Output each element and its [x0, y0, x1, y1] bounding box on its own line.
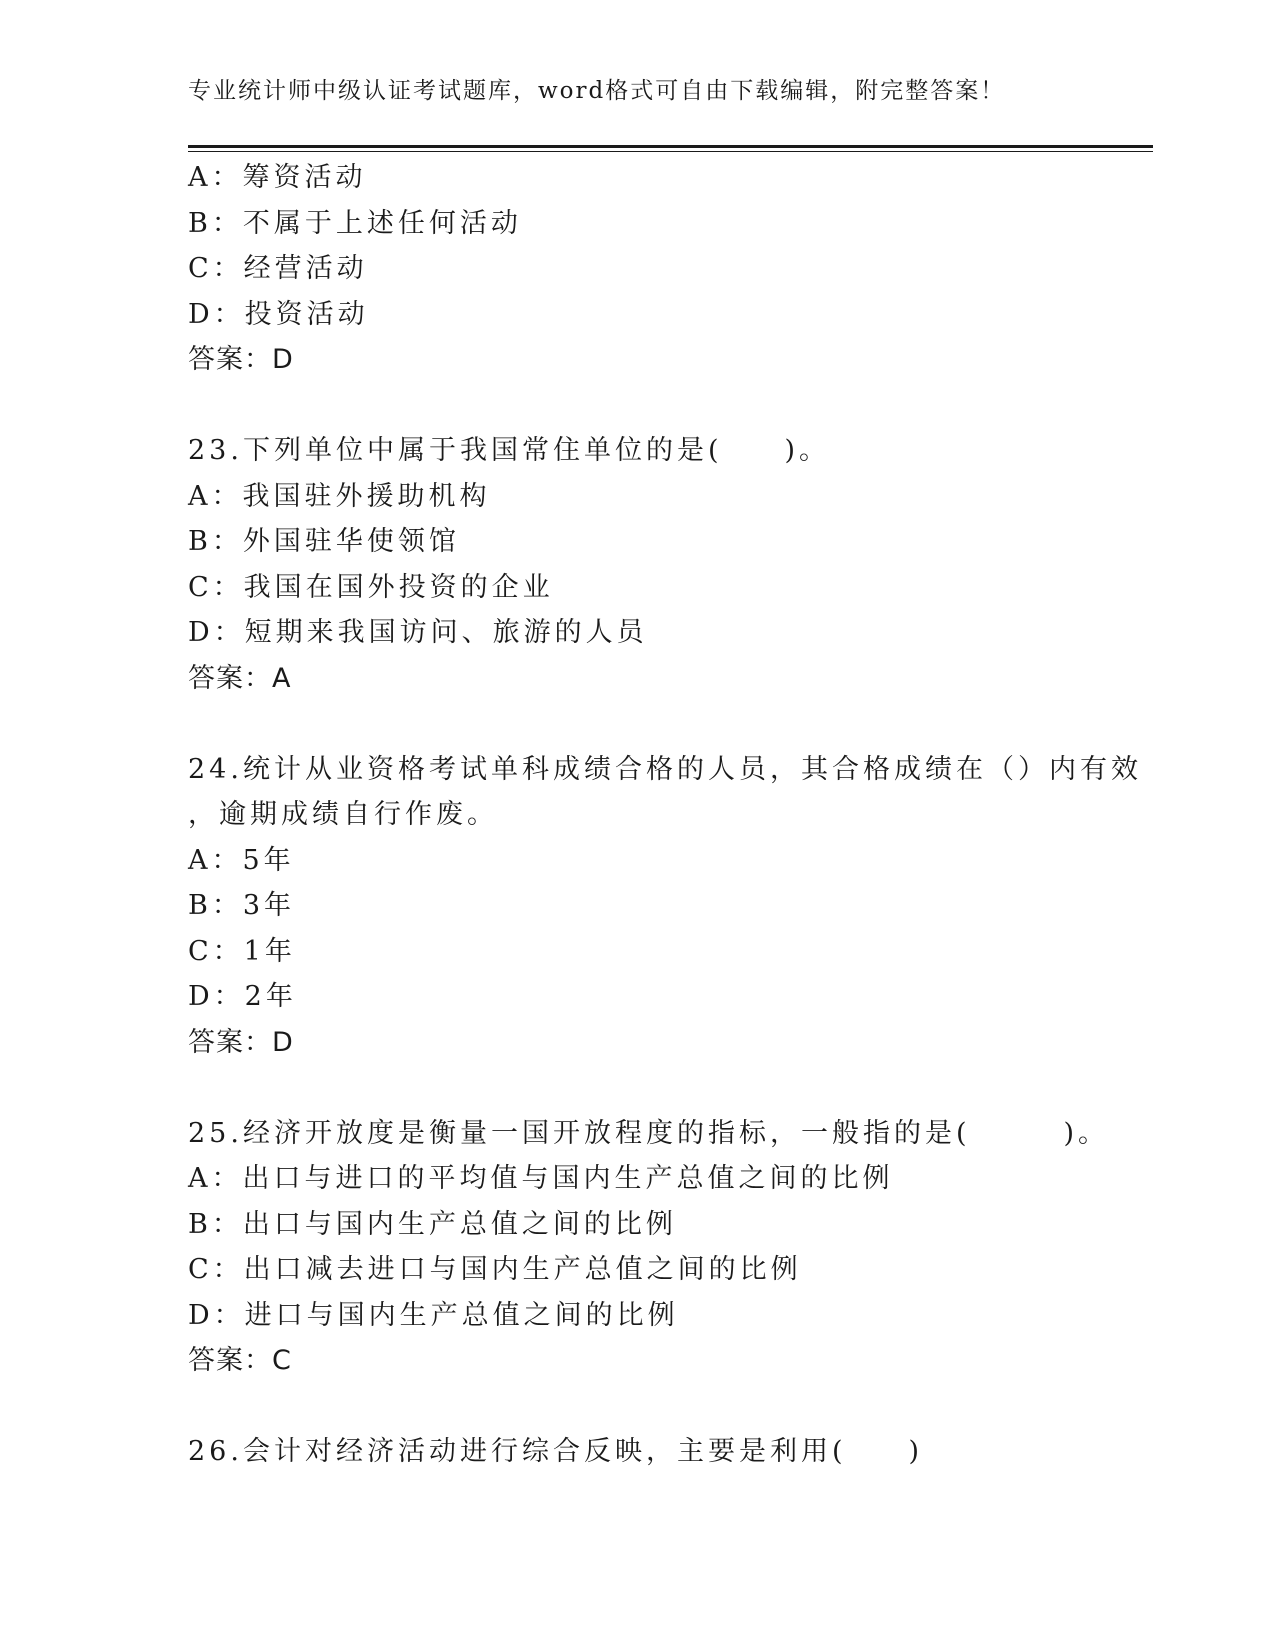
spacer	[188, 701, 1088, 747]
option-a: A：出口与进口的平均值与国内生产总值之间的比例	[188, 1163, 894, 1194]
header-rule-thin	[188, 151, 1153, 152]
option-b: B：3年	[188, 890, 296, 921]
spacer	[188, 383, 1088, 429]
option-d: D：短期来我国访问、旅游的人员	[188, 617, 648, 648]
answer: 答案：C	[188, 1345, 292, 1376]
option-b: B：不属于上述任何活动	[188, 207, 522, 239]
option-b: B：外国驻华使领馆	[188, 526, 460, 557]
option-d: D：进口与国内生产总值之间的比例	[188, 1299, 679, 1331]
question-25	[188, 1111, 1110, 1384]
spacer	[188, 1065, 1088, 1111]
question-24	[188, 747, 1142, 1066]
answer: 答案：D	[188, 1026, 294, 1058]
question-list	[188, 155, 1142, 1475]
question-22	[188, 155, 1088, 383]
option-d: D：2年	[188, 981, 297, 1012]
option-c: C：出口减去进口与国内生产总值之间的比例	[188, 1254, 802, 1285]
option-d: D：投资活动	[188, 298, 369, 330]
document-header: 专业统计师中级认证考试题库，word格式可自由下载编辑，附完整答案！	[188, 78, 1006, 104]
option-c: C：经营活动	[188, 253, 368, 284]
option-a: A：我国驻外援助机构	[188, 480, 491, 512]
question-23	[188, 428, 1088, 701]
spacer	[188, 1384, 1088, 1430]
header-rule-thick	[188, 145, 1153, 148]
option-b: B：出口与国内生产总值之间的比例	[188, 1208, 677, 1240]
question-stem: 24.统计从业资格考试单科成绩合格的人员，其合格成绩在（）内有效	[188, 753, 1142, 785]
question-26	[188, 1429, 1088, 1475]
option-c: C：1年	[188, 935, 296, 967]
question-stem-continued: ，逾期成绩自行作废。	[188, 799, 498, 830]
answer: 答案：D	[188, 344, 294, 375]
answer: 答案：A	[188, 662, 292, 694]
question-stem: 26.会计对经济活动进行综合反映，主要是利用( )	[188, 1436, 924, 1467]
option-a: A：5年	[188, 844, 295, 876]
option-a: A：筹资活动	[188, 162, 367, 193]
question-stem: 23.下列单位中属于我国常住单位的是( )。	[188, 435, 831, 466]
question-stem: 25.经济开放度是衡量一国开放程度的指标，一般指的是( )。	[188, 1117, 1110, 1149]
option-c: C：我国在国外投资的企业	[188, 571, 554, 603]
